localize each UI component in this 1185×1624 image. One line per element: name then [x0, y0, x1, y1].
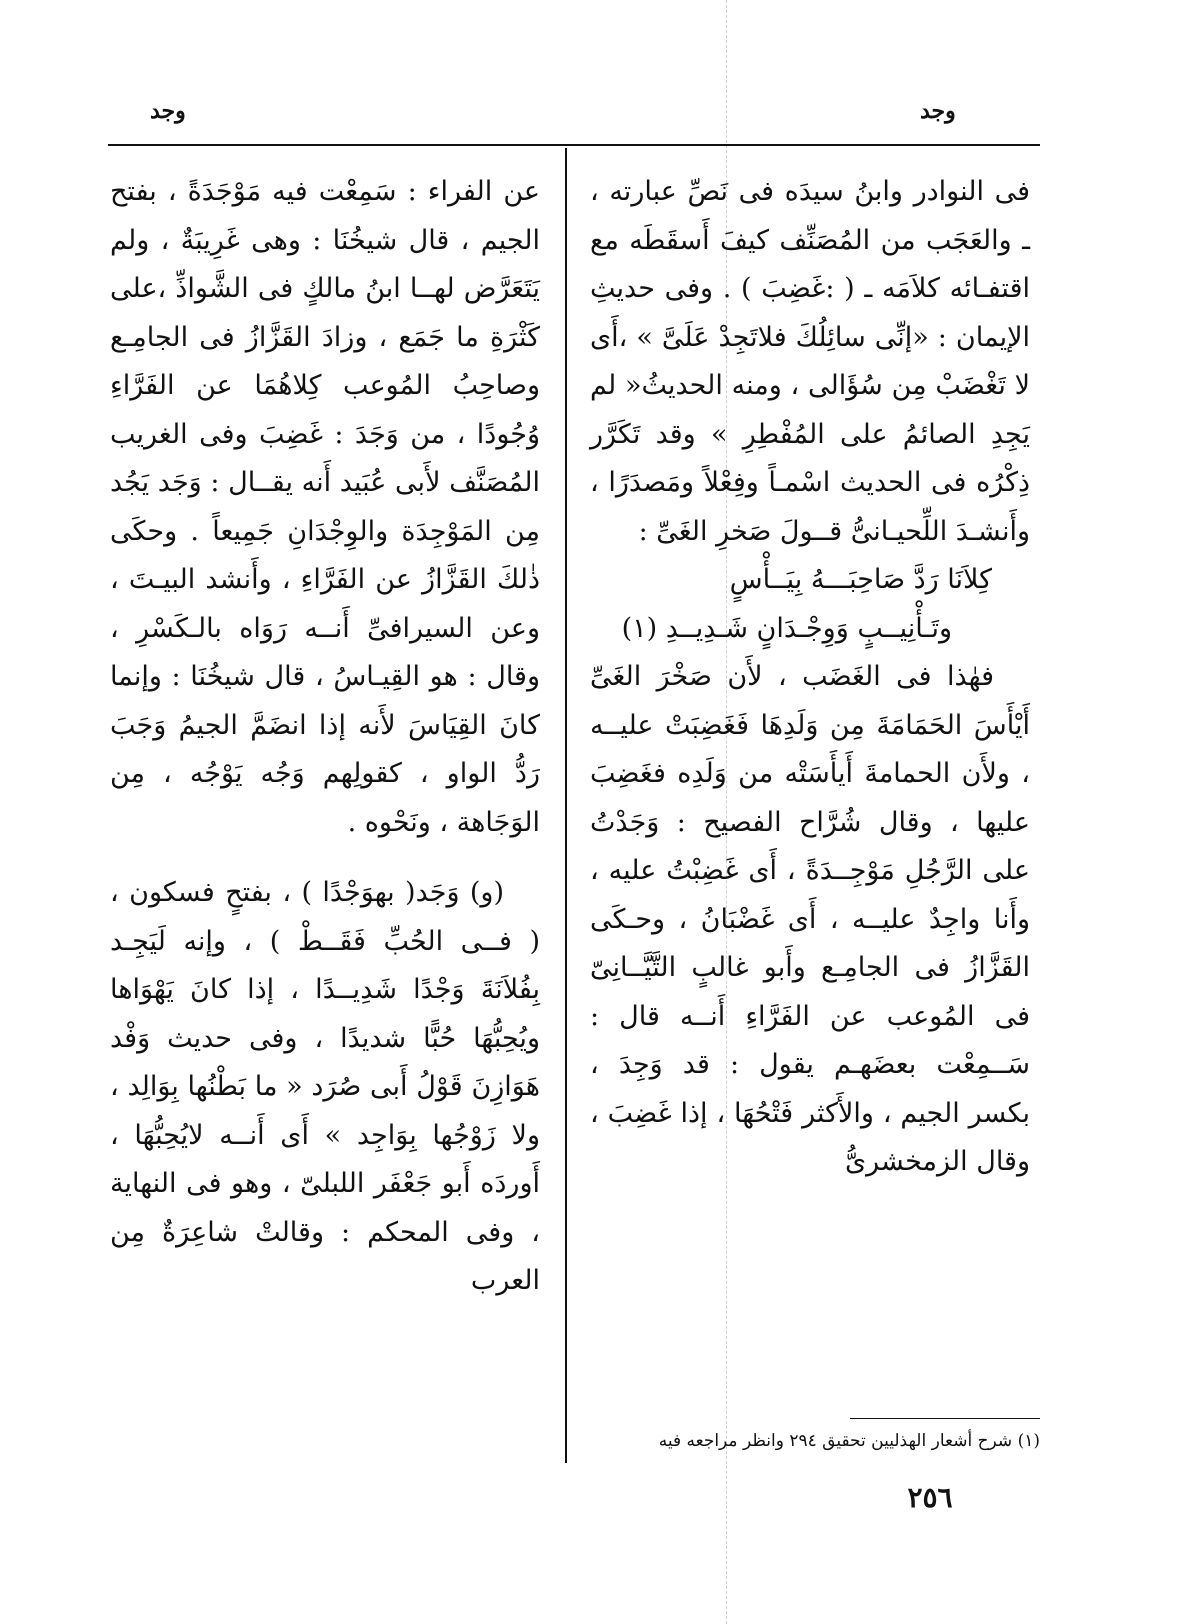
left-column-paragraph-1: عن الفراء : سَمِعْت فيه مَوْجَدَةً ، بفتح الجيم ، قال شيخُنَا : وهى غَرِيبَةٌ ، ولم يَتَعَرَّض لهــا ابنُ مالكٍ فى الشَّواذِّ ،على كَثْرَةِ ما جَمَع ، وزادَ القَزَّازُ فى الجامِـع وصاحِبُ المُوعب كِلاهُمَا عن الفَرَّاءِ وُجُودًا ، من وَجَدَ : غَضِبَ وفى الغريب المُصَنَّف لأَبى عُبَيد أَنه يقــال : وَجَد يَجُد مِن المَوْجِدَة والوِجْدَانِ جَمِيعاً . وحكَى ذٰلكَ القَزَّازُ عن الفَرَّاءِ ، وأَنشد البيـتَ ، وعن السيرافىِّ أَنــه رَوَاه بالـكَسْرِ ، وقال : هو القِيـاسُ ، قال شيخُنَا : وإنما كانَ القِيَاسَ لأَنه إذا انضَمَّ الجيمُ وَجَبَ رَدُّ الواو ، كقولِهم وَجُه يَوْجُه ، مِن الوَجَاهة ، ونَحْوه .: [110, 176, 540, 838]
page-number: ٢٥٦: [907, 1481, 953, 1514]
left-column-paragraph-2: (و) وَجَد( بهوَجْدًا ) ، بفتحٍ فسكون ، ( فــى الحُبِّ فَقَــطْ ) ، وإنه لَيَجِـد بِفُلاَنَةَ وَجْدًا شَدِيــدًا ، إذا كانَ يَهْوَاها ويُحِبُّهَا حُبًّا شديدًا ، وفى حديث وَفْد هَوَازِنَ قَوْلُ أَبى صُرَد « ما بَطْنُها بِوَالِد ، ولا زَوْجُها بِوَاجِد » أَى أَنــه لايُحِبُّهَا ، أَوردَه أَبو جَعْفَر اللبلىّ ، وهو فى النهاية ، وفى المحكم : وقالتْ شاعِرَةٌ مِن العرب: [110, 877, 540, 1296]
header-rule: [108, 144, 1040, 146]
poem-verse: [590, 556, 1030, 653]
header-entry-word-right: وجد: [920, 98, 956, 124]
right-column-paragraph-2: فهٰذا فى الغَضَب ، لأَن صَخْرَ الغَىِّ أَيْأَسَ الحَمَامَةَ مِن وَلَدِهَا فَغَضِبَتْ عليــه ، ولأَن الحمامةَ أَيأَسَتْه من وَلَدِه فغَضِبَ عليها ، وقال شُرَّاح الفصيح : وَجَدْتُ على الرَّجُلِ مَوْجِــدَةً ، أَى غَضِبْتُ عليه ، وأَنا واجِدٌ عليــه ، أَى غَضْبَانُ ، وحـكَى القَزَّازُ فى الجامِـع وأَبو غالبٍ التَّيَّــانِىّ فى المُوعب عن الفَرَّاءِ أَنــه قال : سَــمِعْت بعضَهـم يقول : قد وَجِدَ ، بكسر الجيم ، والأَكثر فَتْحُهَا ، إذا غَضِبَ ، وقال الزمخشرىُّ: [590, 661, 1030, 1177]
poem-line-1: كِلاَنَا رَدَّ صَاحِبَـــهُ بِيَــأْسٍ: [729, 564, 992, 595]
poem-line-2: وتَـأْنِيــبٍ وَوِجْـدَانٍ شَـدِيــدِ (١): [621, 612, 952, 644]
footnote: (١) شرح أشعار الهذليين تحقيق ٢٩٤ وانظر مراجعه فيه: [658, 1431, 1040, 1451]
right-column: [590, 168, 1030, 1187]
right-column-paragraph-1: فى النوادر وابنُ سيدَه فى نَصِّ عبارته ، ـ والعَجَب من المُصَنِّف كيفَ أَسقَطَه مع اقتفـائه كلاَمَه ـ ( :غَضِبَ ) . وفى حديثِ الإيمان : «إنِّى سائِلُكَ فلاتَجِدْ عَلَىَّ » ،أَى لا تَغْضَبْ مِن سُؤَالى ، ومنه الحديثُ« لم يَجِدِ الصائمُ على المُفْطِرِ » وقد تَكَرَّر ذِكْرُه فى الحديث اسْمـاً وفِعْلاً ومَصدَرًا ، وأَنشـدَ اللِّحيـانىُّ قــولَ صَخرِ الغَىِّ :: [590, 176, 1030, 547]
column-divider: [565, 148, 567, 1463]
footnote-rule: [850, 1418, 1040, 1419]
header-entry-word-left: وجد: [150, 98, 186, 124]
left-column: [110, 168, 540, 1306]
